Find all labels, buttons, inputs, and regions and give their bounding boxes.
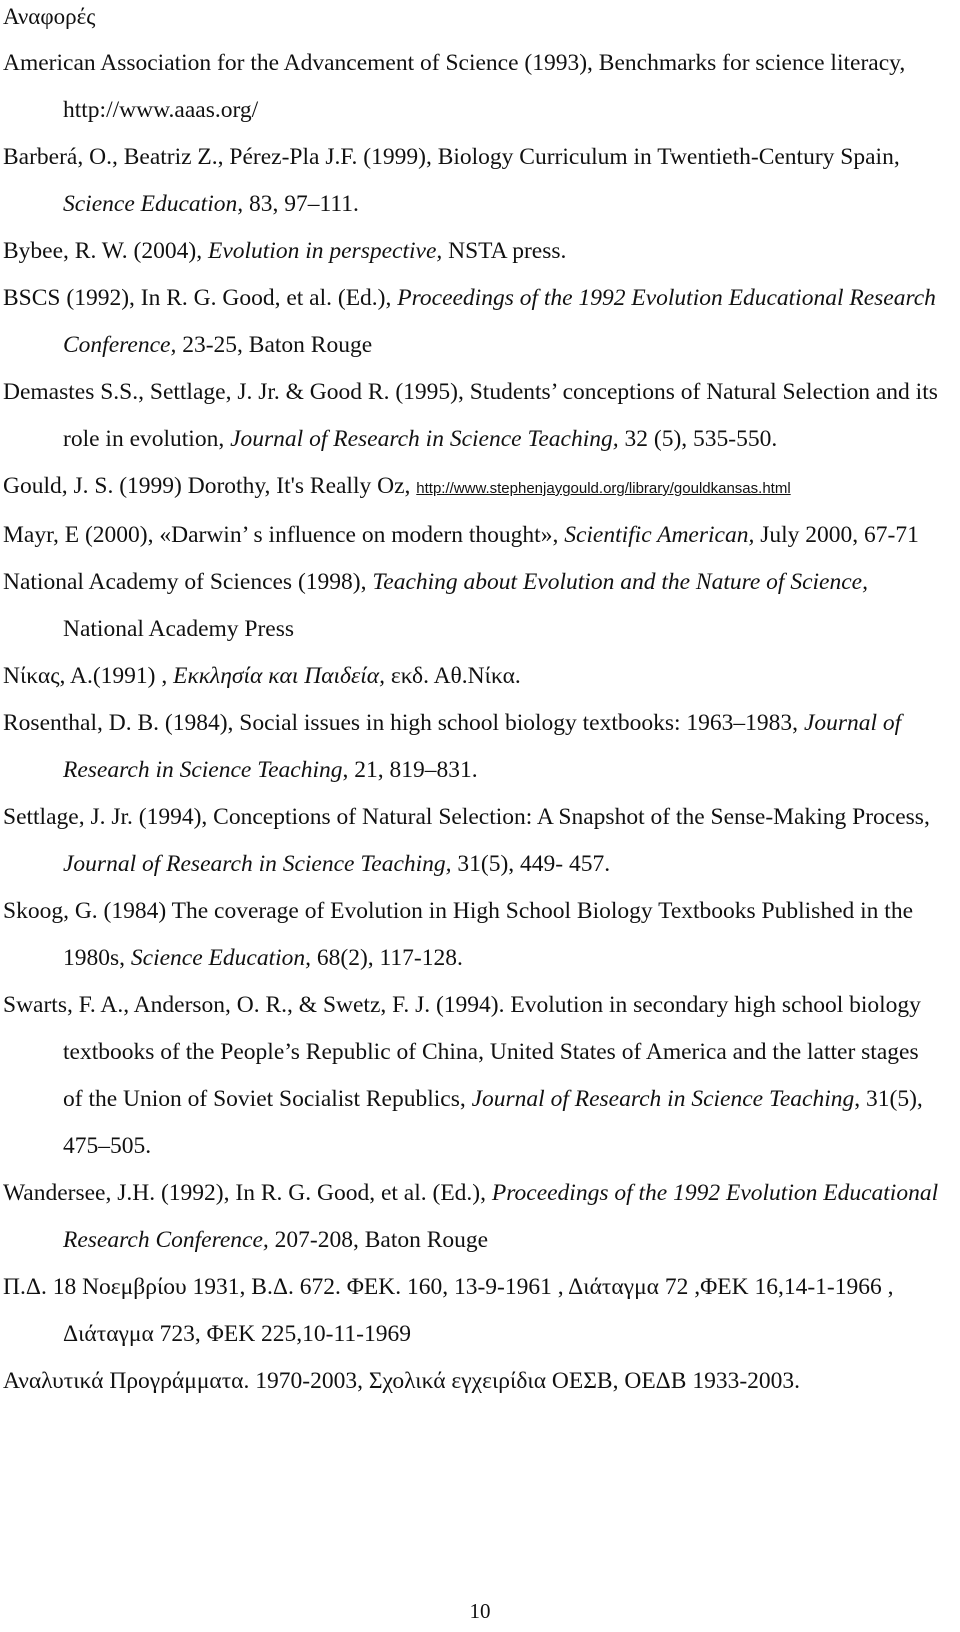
reference-text: 32 (5), 535-550. [618,426,778,452]
reference-text: National Academy Press [63,616,295,642]
reference-title: Science Education, [63,191,244,217]
reference-title: Science Education, [130,945,312,971]
reference-entry [3,982,943,1170]
reference-text: 207-208, Baton Rouge [268,1227,489,1253]
reference-entry [3,369,943,463]
reference-url-link[interactable]: http://www.stephenjaygould.org/library/gouldkansas.html [416,480,791,497]
reference-text: Bybee, R. W. (2004), [3,238,208,264]
reference-text: εκδ. Αθ.Νίκα. [384,663,521,689]
reference-entry [3,1358,943,1405]
reference-text: Mayr, E (2000), «Darwin’ s influence on modern thought», [3,522,565,548]
reference-title: Εκκλησία και Παιδεία, [173,663,385,689]
reference-text: July 2000, 67-71 [754,522,919,548]
reference-text: Settlage, J. Jr. (1994), Conceptions of Natural Selection: A Snapshot of the Sense-Making Process, [3,804,930,830]
reference-entry [3,700,943,794]
reference-text: BSCS (1992), In R. G. Good, et al. (Ed.), [3,285,398,311]
reference-title: Journal of Research in Science Teaching, [63,851,452,877]
reference-entry [3,1170,943,1264]
references-heading: Αναφορές [3,4,96,29]
reference-text: Νίκας, Α.(1991) , [3,663,174,689]
reference-text: American Association for the Advancement of Science (1993), Benchmarks for science literacy, http://www.aaas.org/ [3,50,906,123]
reference-list [3,40,943,1405]
reference-text: Barberá, O., Beatriz Z., Pérez-Pla J.F. (1999), Biology Curriculum in Twentieth-Century Spain, [3,144,900,170]
reference-text: Demastes S.S., Settlage, J. Jr. & Good R. (1995), Students’ conceptions of Natural Selection and its role in evolution, [3,379,938,452]
reference-title: Evolution in perspective, [207,238,443,264]
page-number: 10 [469,1599,491,1623]
reference-text: 23-25, Baton Rouge [176,332,373,358]
reference-text: Gould, J. S. (1999) Dorothy, It's Really Oz, [3,473,417,499]
reference-title: Journal of Research in Science Teaching [471,1086,855,1112]
reference-entry [3,653,943,700]
reference-text: Π.Δ. 18 Νοεμβρίου 1931, Β.Δ. 672. ΦΕΚ. 160, 13-9-1961 , Διάταγμα 72 ,ΦΕΚ 16,14-1-1966 , Διάταγμα 723, ΦΕΚ 225,10-11-1969 [3,1274,894,1347]
reference-entry [3,134,943,228]
reference-entry [3,794,943,888]
reference-entry [3,275,943,369]
reference-entry [3,559,943,653]
reference-text: 68(2), 117-128. [311,945,463,971]
reference-text: Rosenthal, D. B. (1984), Social issues in high school biology textbooks: 1963–1983, [3,710,804,736]
reference-title: Journal of Research in Science Teaching [63,710,902,783]
reference-text: Wandersee, J.H. (1992), In R. G. Good, et al. (Ed.), [3,1180,492,1206]
reference-text: 31(5), 449- 457. [451,851,611,877]
reference-entry [3,888,943,982]
reference-title: Scientific American, [564,522,755,548]
reference-text: 83, 97–111. [243,191,359,217]
reference-entry [3,1264,943,1358]
reference-entry [3,40,943,134]
reference-entry [3,463,943,512]
reference-title: Proceedings of the 1992 Evolution Educational Research Conference, [63,1180,939,1253]
reference-text: , 31(5), 475–505. [63,1086,923,1159]
reference-text: , 21, 819–831. [342,757,478,783]
reference-entry [3,512,943,559]
reference-text: National Academy of Sciences (1998), [3,569,373,595]
reference-title: Journal of Research in Science Teaching, [230,426,619,452]
reference-text: Swarts, F. A., Anderson, O. R., & Swetz, F. J. (1994). Evolution in secondary high school biology textbooks of the People’s Republic of China, United States of America and the latter stages of the Union of Soviet Socialist Republics, [3,992,921,1112]
reference-entry [3,228,943,275]
reference-text: Αναλυτικά Προγράμματα. 1970-2003, Σχολικά εγχειρίδια ΟΕΣΒ, ΟΕΔΒ 1933-2003. [3,1368,801,1394]
reference-title: Teaching about Evolution and the Nature of Science, [372,569,868,595]
reference-text: Skoog, G. (1984) The coverage of Evolution in High School Biology Textbooks Published in the 1980s, [3,898,913,971]
reference-text: NSTA press. [442,238,567,264]
reference-title: Proceedings of the 1992 Evolution Educational Research Conference, [63,285,936,358]
